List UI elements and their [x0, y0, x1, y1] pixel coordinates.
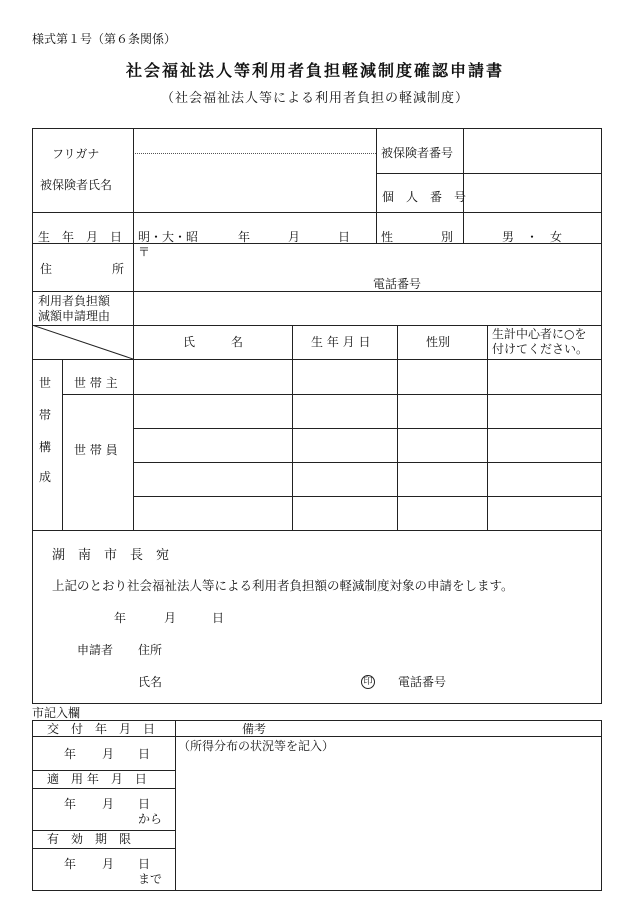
- validity-year-unit: 年: [64, 857, 77, 871]
- birth-day-unit: 日: [338, 230, 351, 244]
- household-member-name-field[interactable]: [134, 429, 291, 461]
- remarks-label: 備考: [242, 722, 267, 736]
- insured-number-field[interactable]: [464, 129, 601, 172]
- validity-until-label: まで: [138, 872, 163, 886]
- household-member-label: 世 帯 員: [74, 443, 118, 457]
- apply-day-unit: 日: [138, 797, 151, 811]
- issue-day-unit: 日: [138, 747, 151, 761]
- household-note-line2: 付けてください。: [492, 342, 589, 356]
- address-field[interactable]: [134, 244, 601, 290]
- apply-from-label: から: [138, 812, 163, 826]
- header-diagonal: [32, 325, 133, 359]
- remarks-field[interactable]: [176, 754, 601, 890]
- birth-month-unit: 月: [288, 230, 301, 244]
- remarks-note: （所得分布の状況等を記入）: [178, 739, 335, 753]
- furigana-label: フリガナ: [52, 147, 100, 161]
- household-side-char: 世: [39, 376, 52, 390]
- address-label: 住 所: [40, 262, 125, 276]
- declaration-statement: 上記のとおり社会福祉法人等による利用者負担額の軽減制度対象の申請をします。: [52, 578, 514, 593]
- sex-label: 性 別: [381, 230, 454, 244]
- apply-date-label: 適 用 年 月 日: [47, 772, 147, 786]
- address-phone-label: 電話番号: [373, 277, 422, 291]
- page-subtitle: （社会福祉法人等による利用者負担の軽減制度）: [160, 91, 469, 106]
- era-options: 明・大・昭: [138, 230, 199, 244]
- household-head-label: 世 帯 主: [74, 376, 118, 390]
- insured-number-label: 被保険者番号: [381, 146, 454, 160]
- validity-month-unit: 月: [102, 857, 115, 871]
- validity-day-unit: 日: [138, 857, 151, 871]
- postal-mark: 〒: [138, 245, 151, 259]
- addressee: 湖 南 市 長 宛: [52, 548, 170, 563]
- household-member-name-field[interactable]: [134, 497, 291, 529]
- birth-year-unit: 年: [238, 230, 251, 244]
- applicant-label: 申請者: [77, 643, 114, 657]
- declaration-year-unit: 年: [114, 611, 127, 625]
- office-section-label: 市記入欄: [32, 706, 81, 720]
- birth-date-label: 生 年 月 日: [38, 230, 123, 244]
- reason-label-line1: 利用者負担額: [38, 294, 111, 308]
- personal-number-field[interactable]: [464, 174, 601, 211]
- household-birth-header: 生 年 月 日: [311, 335, 371, 349]
- applicant-phone-label: 電話番号: [398, 675, 447, 689]
- household-side-char: 帯: [39, 408, 52, 422]
- form-number: 様式第１号（第６条関係）: [32, 32, 177, 46]
- household-member-name-field[interactable]: [134, 395, 291, 427]
- household-note-line1: 生計中心者に○を: [492, 327, 587, 341]
- insured-name-label: 被保険者氏名: [40, 178, 113, 192]
- household-sex-header: 性別: [426, 335, 451, 349]
- sex-options[interactable]: 男 ・ 女: [502, 230, 563, 244]
- reason-label-line2: 減額申請理由: [38, 309, 111, 323]
- household-head-name-field[interactable]: [134, 360, 291, 393]
- declaration-day-unit: 日: [212, 611, 225, 625]
- household-side-char: 構: [39, 440, 52, 454]
- insured-name-field[interactable]: [134, 154, 375, 211]
- issue-year-unit: 年: [64, 747, 77, 761]
- seal-mark: 印: [361, 675, 375, 689]
- page-title: 社会福祉法人等利用者負担軽減制度確認申請書: [125, 61, 504, 80]
- validity-label: 有 効 期 限: [47, 832, 132, 846]
- household-name-header: 氏 名: [183, 335, 244, 349]
- applicant-name-label: 氏名: [138, 675, 163, 689]
- household-side-char: 成: [39, 470, 52, 484]
- apply-month-unit: 月: [102, 797, 115, 811]
- applicant-address-label: 住所: [138, 643, 163, 657]
- reason-field[interactable]: [134, 292, 601, 324]
- apply-year-unit: 年: [64, 797, 77, 811]
- personal-number-label: 個 人 番 号: [382, 190, 467, 204]
- declaration-month-unit: 月: [164, 611, 177, 625]
- issue-date-label: 交 付 年 月 日: [47, 722, 156, 736]
- issue-month-unit: 月: [102, 747, 115, 761]
- household-member-name-field[interactable]: [134, 463, 291, 495]
